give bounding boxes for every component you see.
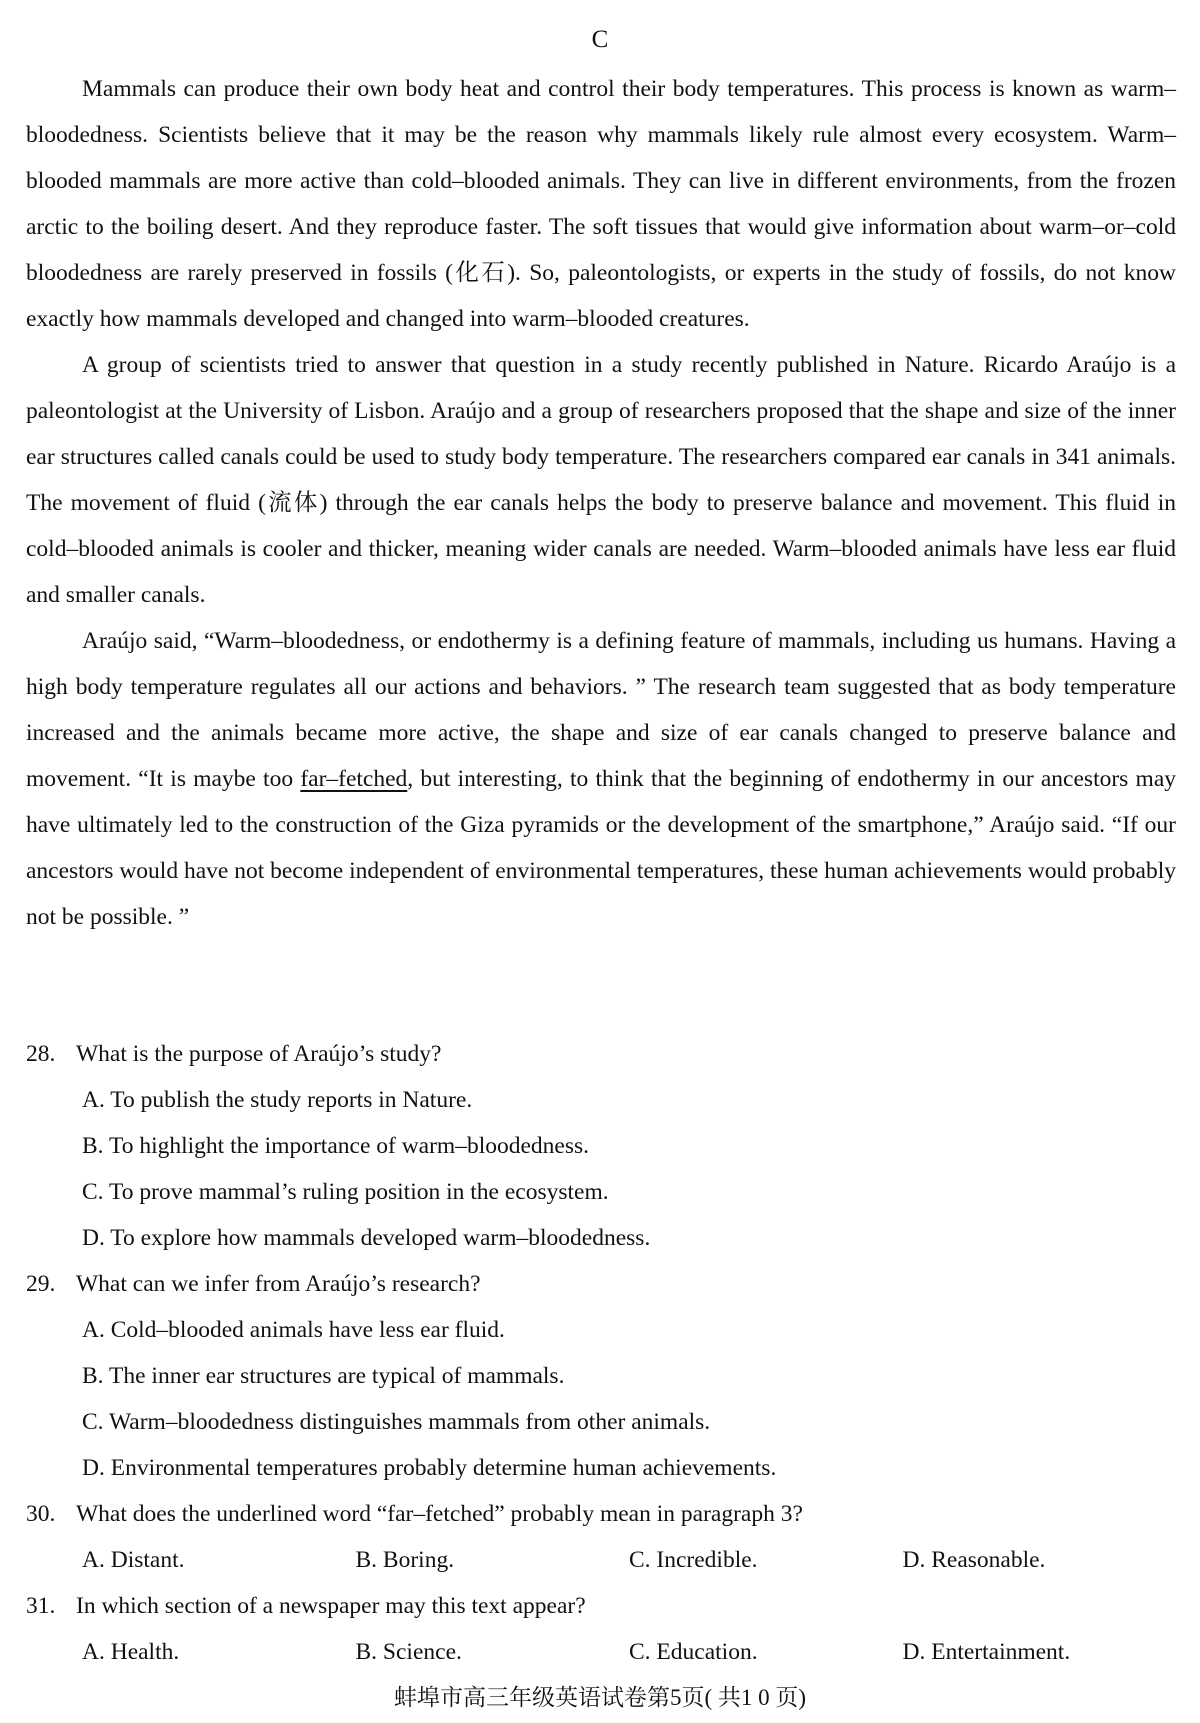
question-number: 31. — [26, 1593, 56, 1619]
question-number: 28. — [26, 1041, 56, 1067]
option-b: B. Science. — [355, 1639, 462, 1665]
option-d: D. Environmental temperatures probably determine human achievements. — [82, 1455, 777, 1481]
option-a: A. Distant. — [82, 1547, 185, 1573]
option-b: B. The inner ear structures are typical of mammals. — [82, 1363, 565, 1389]
question-28 — [26, 1031, 1176, 1261]
option-row — [26, 1537, 1176, 1583]
question-stem — [26, 1491, 1176, 1537]
option-c: C. To prove mammal’s ruling position in the ecosystem. — [82, 1179, 609, 1205]
paragraph-3-after: , but interesting, to think that the beginning of endothermy in our ancestors may have ultimately led to the construction of the Giza pyramids or the development of the smartphone,” Araújo said. “If our ancestors would have not become independent of environmental temperatures, these human achievements would probably not be possible. ” — [26, 766, 1176, 930]
option-c: C. Warm–bloodedness distinguishes mammals from other animals. — [82, 1409, 711, 1435]
option-c: C. Education. — [629, 1639, 758, 1665]
option-d: D. Reasonable. — [902, 1547, 1046, 1573]
question-text: In which section of a newspaper may this text appear? — [76, 1593, 586, 1619]
question-31 — [26, 1583, 1176, 1675]
question-text: What can we infer from Araújo’s research? — [76, 1271, 481, 1297]
option-d: D. To explore how mammals developed warm–bloodedness. — [82, 1225, 651, 1251]
option-a: A. Cold–blooded animals have less ear fluid. — [82, 1317, 505, 1343]
question-stem — [26, 1261, 1176, 1307]
section-letter: C — [591, 26, 609, 53]
option-b: B. To highlight the importance of warm–bloodedness. — [82, 1133, 590, 1159]
paragraph-3-before: Araújo said, “Warm–bloodedness, or endothermy is a defining feature of mammals, including us humans. Having a high body temperature regulates all our actions and behaviors. ” The research team suggested that as body temperature increased and the animals became more active, the shape and size of ear canals changed to preserve balance and movement. “It is maybe too — [26, 628, 1176, 792]
option-d: D. Entertainment. — [902, 1639, 1071, 1665]
question-stem — [26, 1583, 1176, 1629]
option-c: C. Incredible. — [629, 1547, 758, 1573]
question-29 — [26, 1261, 1176, 1491]
paragraph-2: A group of scientists tried to answer that question in a study recently published in Nature. Ricardo Araújo is a paleontologist at the University of Lisbon. Araújo and a group of researchers proposed that the shape and size of the inner ear structures called canals could be used to study body temperature. The researchers compared ear canals in 341 animals. The movement of fluid (流体) through the ear canals helps the body to preserve balance and movement. This fluid in cold–blooded animals is cooler and thicker, meaning wider canals are needed. Warm–blooded animals have less ear fluid and smaller canals. — [26, 352, 1176, 608]
question-text: What is the purpose of Araújo’s study? — [76, 1041, 442, 1067]
question-number: 30. — [26, 1501, 56, 1527]
paragraph-3 — [26, 618, 1176, 940]
question-list — [26, 1031, 1176, 1675]
option-a: A. To publish the study reports in Nature. — [82, 1087, 473, 1113]
page-footer: 蚌埠市高三年级英语试卷第5页( 共1 0 页) — [393, 1685, 807, 1710]
option-a: A. Health. — [82, 1639, 180, 1665]
question-text: What does the underlined word “far–fetched” probably mean in paragraph 3? — [76, 1501, 803, 1527]
question-stem — [26, 1031, 1176, 1077]
underlined-word: far–fetched — [300, 766, 408, 792]
question-number: 29. — [26, 1271, 56, 1297]
paragraph-1: Mammals can produce their own body heat and control their body temperatures. This process is known as warm–bloodedness. Scientists believe that it may be the reason why mammals likely rule almost every ecosystem. Warm–blooded mammals are more active than cold–blooded animals. They can live in different environments, from the frozen arctic to the boiling desert. And they reproduce faster. The soft tissues that would give information about warm–or–cold bloodedness are rarely preserved in fossils (化石). So, paleontologists, or experts in the study of fossils, do not know exactly how mammals developed and changed into warm–blooded creatures. — [26, 76, 1176, 332]
option-b: B. Boring. — [355, 1547, 455, 1573]
question-30 — [26, 1491, 1176, 1583]
reading-passage — [26, 66, 1176, 940]
option-row — [26, 1629, 1176, 1675]
